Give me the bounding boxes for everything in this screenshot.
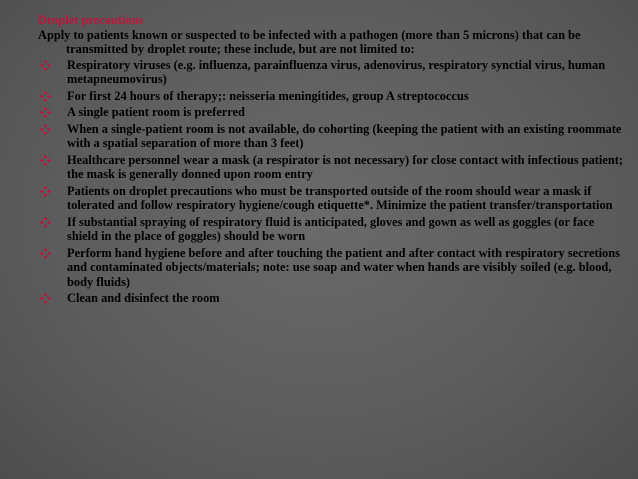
list-item [38,58,628,86]
bullet-text: Patients on droplet precautions who must be transported outside of the room should wear a mask if tolerated and follow respiratory hygiene/cough etiquette*. Minimize the patient transfer/transportation [67,184,613,213]
diamond-bullet-icon [40,217,51,228]
bullet-list [38,58,628,306]
list-item [38,215,628,243]
list-item [38,153,628,181]
diamond-bullet-icon [40,186,51,197]
diamond-bullet-icon [40,248,51,259]
slide-title: Droplet precautions [38,13,144,27]
list-item [38,122,628,150]
diamond-bullet-icon [40,60,51,71]
bullet-text: Perform hand hygiene before and after touching the patient and after contact with respiratory secretions and contaminated objects/materials; note: use soap and water when hands are visibly soiled (e.g. blood, body fluids) [67,246,620,289]
slide-content [38,13,628,308]
diamond-bullet-icon [40,293,51,304]
bullet-text: Respiratory viruses (e.g. influenza, parainfluenza virus, adenovirus, respiratory synctial virus, human metapneumovirus) [67,57,606,86]
bullet-text: When a single-patient room is not available, do cohorting (keeping the patient with an existing roommate with a spatial separation of more than 3 feet) [67,122,622,151]
list-item [38,105,628,119]
bullet-text: A single patient room is preferred [67,105,245,120]
bullet-text: Healthcare personnel wear a mask (a respirator is not necessary) for close contact with infectious patient; the mask is generally donned upon room entry [67,153,624,182]
diamond-bullet-icon [40,91,51,102]
list-item [38,184,628,212]
list-item [38,291,628,305]
bullet-text: If substantial spraying of respiratory fluid is anticipated, gloves and gown as well as goggles (or face shield in the place of goggles) should be worn [67,215,595,244]
diamond-bullet-icon [40,107,51,118]
diamond-bullet-icon [40,155,51,166]
intro-paragraph: Apply to patients known or suspected to be infected with a pathogen (more than 5 microns) that can be transmitted by droplet route; these include, but are not limited to: [38,28,581,57]
list-item [38,246,628,289]
bullet-text: For first 24 hours of therapy;: neisseria meningitides, group A streptococcus [67,88,469,103]
diamond-bullet-icon [40,124,51,135]
bullet-text: Clean and disinfect the room [67,291,220,306]
list-item [38,89,628,103]
